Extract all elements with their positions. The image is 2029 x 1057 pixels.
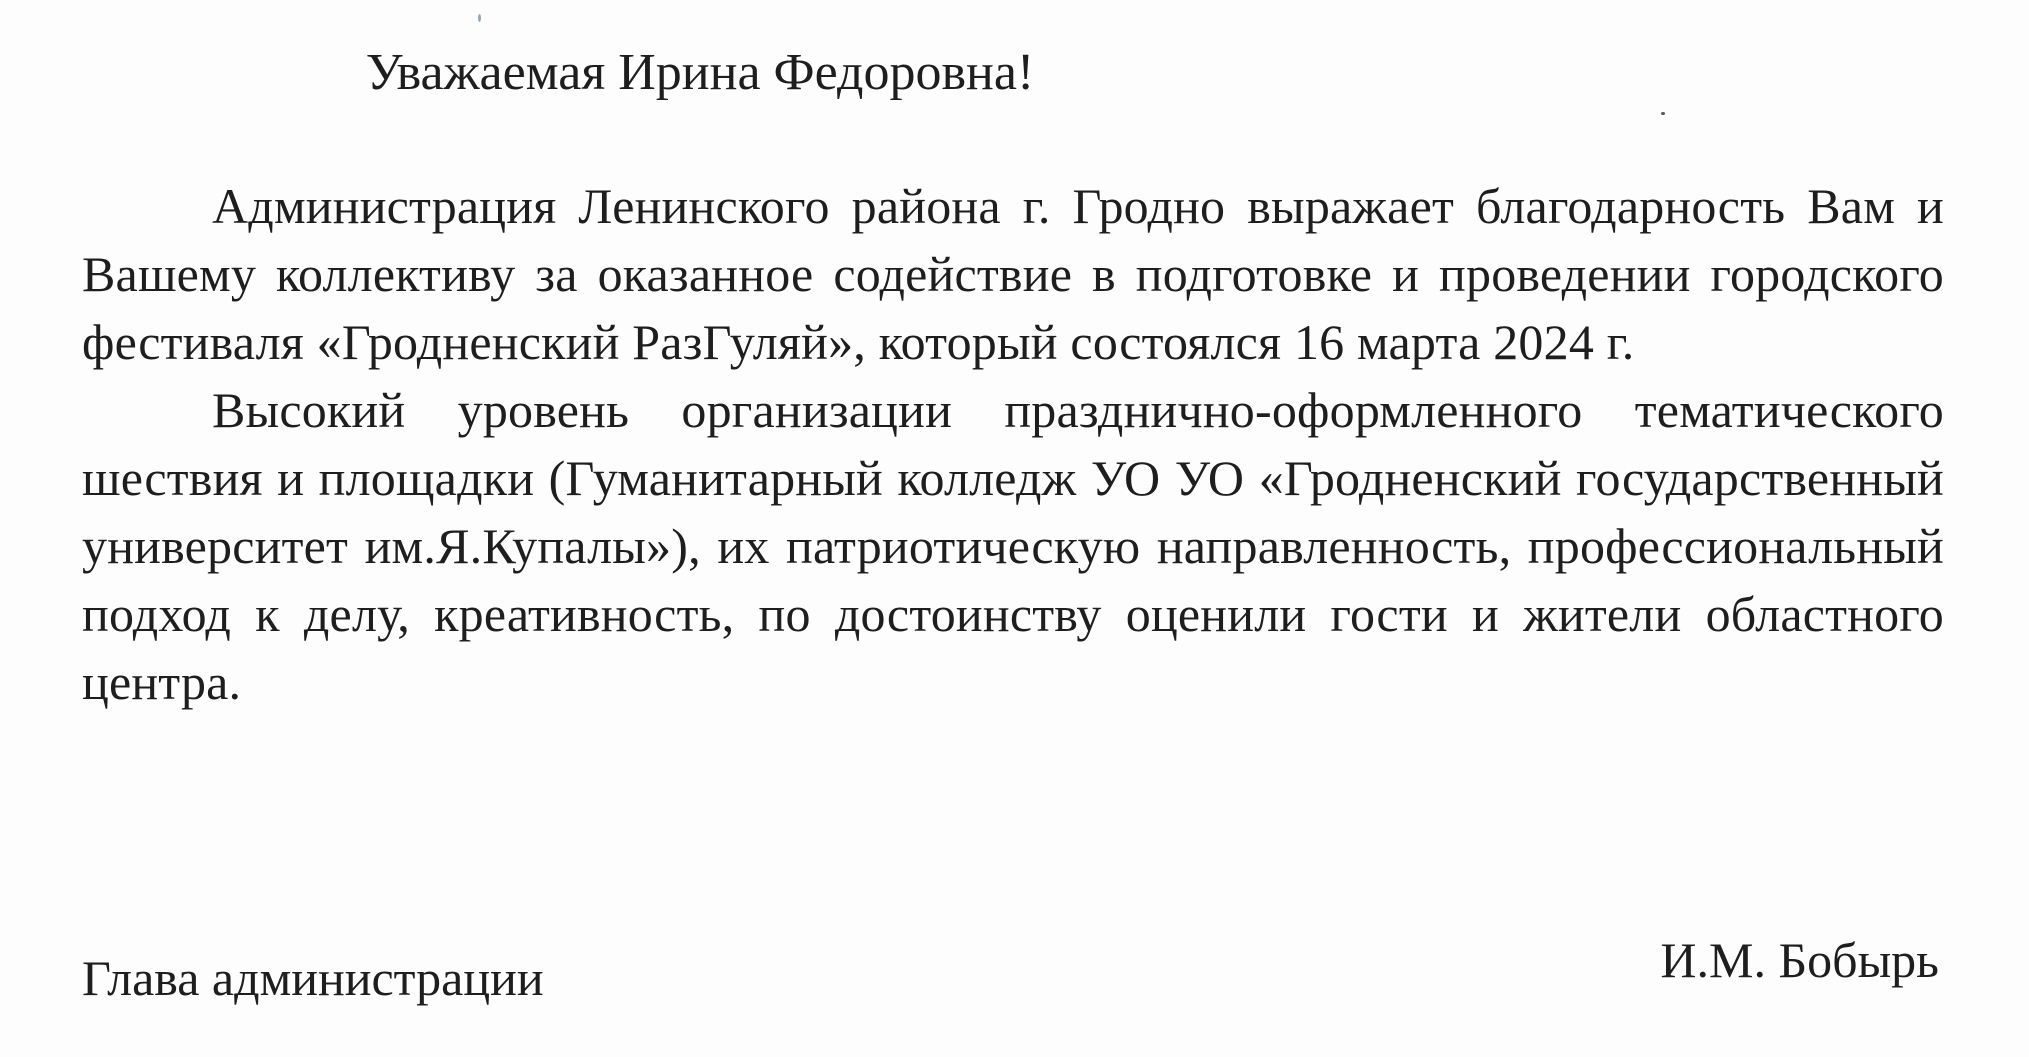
scan-speck [1661, 112, 1665, 115]
scan-speck [478, 14, 481, 22]
letter-salutation: Уважаемая Ирина Федоровна! [365, 44, 1035, 101]
letter-paragraph-2: Высокий уровень организации празднично-оформленного тематического шествия и площадки (Гуманитарный колледж УО УО «Гродненский государственный университет им.Я.Купалы»), их патриотическую направленность, профессиональный подход к делу, креативность, по достоинству оценили гости и жители областного центра. [82, 382, 1944, 710]
signature-title: Глава администрации [82, 950, 544, 1006]
letter-body [82, 172, 1944, 716]
letter-paragraph-1: Администрация Ленинского района г. Гродно выражает благодарность Вам и Вашему коллективу за оказанное содействие в подготовке и проведении городского фестиваля «Гродненский РазГуляй», который состоялся 16 марта 2024 г. [82, 178, 1944, 370]
signature-name: И.М. Бобырь [1660, 932, 1939, 988]
